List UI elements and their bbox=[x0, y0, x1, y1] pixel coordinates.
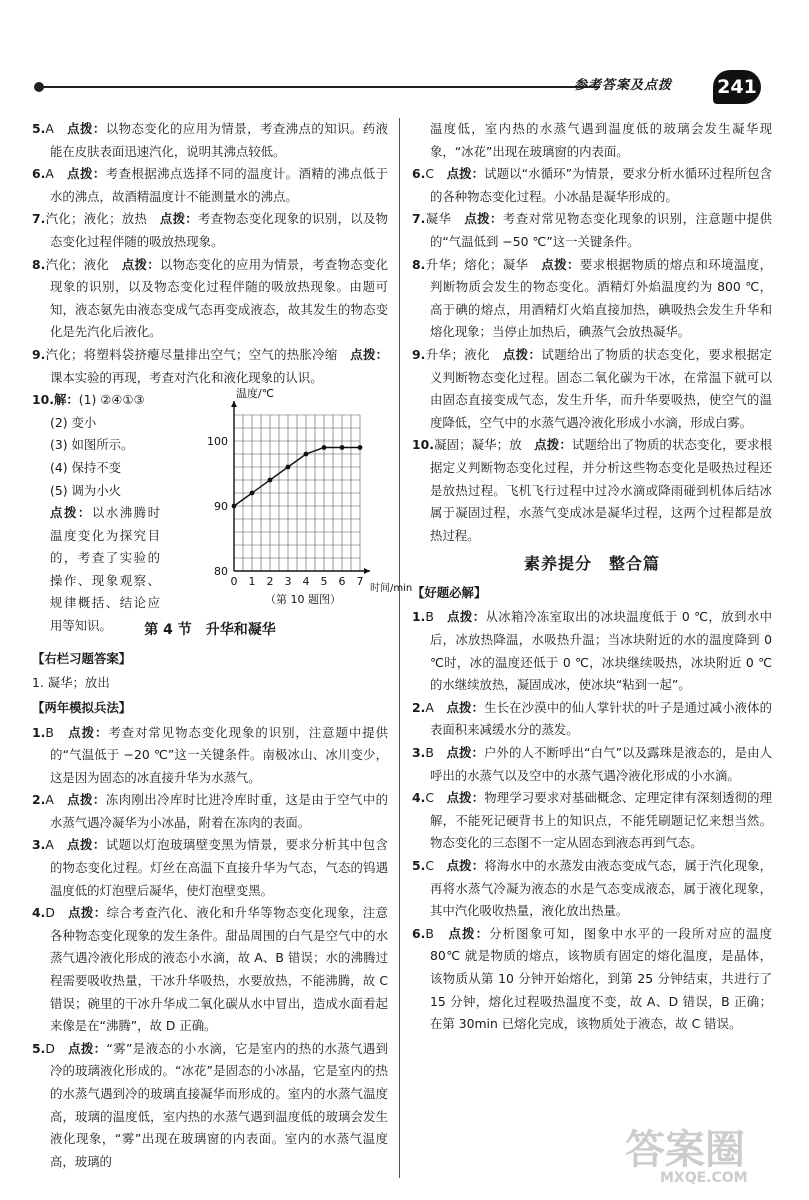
tip-text: 试题以“水循环”为情景，要求分析水循环过程所包含的各种物态变化过程。小冰晶是凝华形成的。 bbox=[430, 166, 773, 204]
answer-item bbox=[32, 834, 388, 902]
header-rule bbox=[40, 86, 600, 88]
spacer bbox=[434, 745, 447, 760]
tip-text: 要求根据物质的熔点和环境温度，判断物质会发生的物态变化。酒精灯外焰温度约为 800 ℃，高于碘的熔点，用酒精灯火焰直接加热，碘吸热会发生升华和熔化现象；当停止加热后，碘蒸气会放热凝华。 bbox=[430, 256, 773, 340]
spacer bbox=[490, 347, 503, 362]
tip-text: 试题给出了物质的状态变化，要求根据定义判断物态变化过程。固态二氧化碳为干冰，在常温下就可以由固态直接变成气态，发生升华，而升华要吸热，使空气的温度降低，空气中的水蒸气遇冷液化形成小水滴，形成白雾。 bbox=[430, 346, 773, 430]
tip-colon: ： bbox=[472, 609, 486, 625]
data-point bbox=[232, 504, 237, 509]
tip-text: 以物态变化的应用为情景，考查物态变化现象的识别，以及物态变化过程伴随的吸放热现象。由题可知，液态氨先由液态变成气态再变成液态，故其发生的物态变化是先汽化后液化。 bbox=[50, 256, 389, 340]
y-axis-label: 温度/℃ bbox=[236, 387, 275, 401]
watermark-url: MXQE.COM bbox=[660, 1170, 748, 1186]
x-tick-label: 3 bbox=[284, 575, 292, 589]
data-point bbox=[358, 445, 363, 450]
answer-number: 4. bbox=[412, 790, 426, 806]
answer-value: C bbox=[425, 166, 434, 182]
answer-value: 汽化；液化 bbox=[45, 256, 110, 272]
tip-text: 生长在沙漠中的仙人掌针状的叶子是通过减小液体的表面积来减缓水分的蒸发。 bbox=[430, 699, 773, 738]
answer-number: 6. bbox=[412, 166, 426, 182]
answer-number: 9. bbox=[32, 346, 46, 362]
tip-colon: ： bbox=[92, 792, 106, 808]
tip-label: 点拨 bbox=[502, 346, 529, 362]
answer-value: A bbox=[425, 699, 434, 715]
section-title-integrated: 素养提分 整合篇 bbox=[523, 554, 660, 574]
answer-item bbox=[32, 118, 388, 163]
tip-text: 试题给出了物质的状态变化，要求根据定义判断物态变化过程，并分析这些物态变化是吸热过程还是放热过程。飞机飞行过程中过冷水滴或降雨碰到机体后结冰属于凝固过程，水蒸气变成冰是凝华过程，这两个过程都是放热过程。 bbox=[430, 437, 773, 543]
spacer bbox=[55, 905, 68, 920]
header-rule-dot bbox=[34, 82, 44, 92]
header-title: 参考答案及点拨 bbox=[574, 78, 673, 93]
spacer bbox=[451, 211, 464, 226]
answer-item bbox=[412, 606, 772, 696]
tip-text: 户外的人不断呼出“白气”以及露珠是液态的，是由人呼出的水蒸气以及空中的水蒸气遇冷液化形成的小水滴。 bbox=[430, 745, 773, 783]
tip-colon: ： bbox=[92, 837, 106, 853]
answer-value: B bbox=[425, 609, 434, 625]
answer-item bbox=[32, 163, 388, 208]
answer-number: 5. bbox=[412, 858, 426, 873]
answer-number: 6. bbox=[32, 166, 46, 182]
data-point bbox=[286, 465, 291, 470]
answer-number: 10. bbox=[412, 437, 434, 453]
tip-colon: ： bbox=[92, 121, 106, 136]
answer-value: D bbox=[45, 905, 55, 921]
tip-colon: ： bbox=[93, 905, 107, 921]
answer-number: 5. bbox=[32, 121, 46, 136]
tip-colon: ： bbox=[471, 858, 485, 873]
right-col-answer: 1. 凝华；放出 bbox=[32, 675, 110, 691]
answer-value: 升华；液化 bbox=[425, 346, 490, 362]
tip-text: 冻肉刚出冷库时比进冷库时重，这是由于空气中的水蒸气遇冷凝华为小冰晶，附着在冻肉的表面。 bbox=[50, 792, 389, 830]
tip-label: 点拨 bbox=[67, 837, 93, 853]
answer-value: 凝华 bbox=[425, 211, 452, 227]
spacer bbox=[54, 121, 67, 136]
y-tick-label: 90 bbox=[214, 500, 228, 514]
answer-number: 4. bbox=[32, 905, 46, 921]
spacer bbox=[434, 609, 447, 624]
y-tick-label: 80 bbox=[214, 565, 228, 579]
spacer bbox=[434, 858, 447, 873]
q10-line: (1) ②④①③ bbox=[78, 392, 145, 408]
answer-value: A bbox=[45, 166, 54, 182]
tip-label: 点拨 bbox=[446, 790, 472, 806]
watermark-logo: 答案圈 bbox=[625, 1127, 745, 1173]
x-axis-label: 时间/min bbox=[370, 583, 413, 595]
tip-text: 考查对常见物态变化现象的识别，注意题中提供的“气温低于 −20 ℃”这一关键条件。南极冰山、冰川变少，这是因为固态的冰直接升华为水蒸气。 bbox=[50, 724, 389, 785]
answer-number: 2. bbox=[32, 792, 46, 808]
answer-number: 7. bbox=[32, 211, 46, 227]
bracket-heading: 【好题必解】 bbox=[412, 584, 487, 600]
tip-text: 考查对常见物态变化现象的识别，注意题中提供的“气温低到 −50 ℃”这一关键条件。 bbox=[430, 211, 773, 249]
answer-value: 汽化；将塑料袋挤瘪尽量排出空气；空气的热胀冷缩 bbox=[45, 346, 338, 362]
tip-label: 点拨 bbox=[446, 699, 472, 715]
tip-text: 课本实验的再现，考查对汽化和液化现象的认识。 bbox=[50, 369, 323, 385]
spacer bbox=[434, 790, 447, 805]
tip-label: 点拨 bbox=[446, 858, 472, 873]
tip-label: 点拨 bbox=[121, 256, 148, 272]
tip-colon: ： bbox=[94, 724, 109, 740]
column-divider bbox=[399, 118, 400, 1178]
tip-label: 点拨 bbox=[447, 609, 473, 625]
q10-line: (4) 保持不变 bbox=[50, 459, 122, 475]
spacer bbox=[529, 257, 542, 272]
answer-value: C bbox=[425, 858, 434, 873]
continuation-text: 温度低，室内热的水蒸气遇到温度低的玻璃会发生凝华现象，“冰花”出现在玻璃窗的内表面。 bbox=[430, 121, 772, 159]
answer-number: 9. bbox=[412, 346, 426, 362]
answer-item bbox=[32, 722, 388, 790]
x-tick-label: 7 bbox=[356, 575, 364, 589]
right-bottom-answers bbox=[412, 606, 772, 1035]
tip-colon: ： bbox=[92, 166, 106, 182]
tip-colon: ： bbox=[490, 211, 503, 227]
q10-num: 10. bbox=[32, 392, 54, 408]
data-point bbox=[268, 478, 273, 483]
x-tick-label: 4 bbox=[302, 575, 310, 589]
left-column bbox=[32, 118, 413, 1173]
tip-colon: ： bbox=[375, 346, 389, 362]
answer-item bbox=[412, 208, 772, 253]
x-axis-arrow bbox=[364, 568, 370, 574]
tip-label: 点拨 bbox=[68, 1040, 94, 1056]
answer-item bbox=[32, 1038, 388, 1174]
tip-text: 综合考查汽化、液化和升华等物态变化现象，注意各种物态变化现象的发生条件。甜品周围的白气是空气中的水蒸气遇冷液化形成的液态小水滴，故 A、B 错误；水的沸腾过程需要吸收热量，干冰升华吸热，水要放热，不能沸腾，故 C 错误；碗里的干冰升华成二氧化碳从水中冒出，造成水面看起来像是在“沸腾”，故 D 正确。 bbox=[50, 905, 389, 1034]
bracket-heading: 【右栏习题答案】 bbox=[32, 650, 132, 666]
tip-label: 点拨 bbox=[68, 905, 94, 921]
spacer bbox=[54, 837, 67, 852]
answer-number: 5. bbox=[32, 1040, 46, 1056]
spacer bbox=[55, 1041, 68, 1056]
q10-line: (3) 如图所示。 bbox=[50, 437, 134, 453]
answer-value: A bbox=[45, 837, 54, 853]
answer-item bbox=[32, 789, 388, 834]
answer-item bbox=[412, 163, 772, 208]
answer-item bbox=[32, 344, 388, 389]
tip-label: 点拨 bbox=[446, 166, 472, 182]
y-axis-arrow bbox=[231, 401, 237, 407]
tip-colon: ： bbox=[185, 211, 198, 227]
data-point bbox=[304, 452, 309, 457]
x-tick-label: 2 bbox=[266, 575, 274, 589]
tip-label: 点拨 bbox=[448, 925, 476, 941]
right-column bbox=[412, 118, 772, 1036]
page-header bbox=[0, 70, 809, 110]
tip-label: 点拨 bbox=[446, 745, 472, 761]
spacer bbox=[54, 792, 67, 807]
spacer bbox=[147, 211, 160, 226]
tip-label: 点拨 bbox=[534, 437, 560, 453]
tip-colon: ： bbox=[471, 745, 485, 761]
tip-label: 点拨 bbox=[350, 346, 376, 362]
answer-number: 8. bbox=[412, 256, 426, 272]
answer-number: 3. bbox=[32, 837, 46, 853]
tip-label: 点拨 bbox=[464, 211, 491, 227]
y-tick-label: 100 bbox=[207, 435, 228, 449]
answer-value: B bbox=[45, 724, 54, 740]
tip-text: 考查物态变化现象的识别，以及物态变化过程伴随的吸放热现象。 bbox=[50, 211, 389, 249]
answer-item bbox=[32, 902, 388, 1038]
q10-line: (5) 调为小火 bbox=[50, 482, 122, 498]
bracket-heading: 【两年模拟兵法】 bbox=[32, 699, 132, 715]
q10-line: (2) 变小 bbox=[50, 414, 97, 430]
answer-item bbox=[412, 697, 772, 742]
x-tick-label: 1 bbox=[248, 575, 256, 589]
answer-item bbox=[412, 254, 772, 344]
answer-value: A bbox=[45, 792, 54, 808]
spacer bbox=[434, 926, 449, 941]
answer-item bbox=[412, 787, 772, 855]
tip-label: 点拨 bbox=[67, 166, 93, 182]
chart-caption: （第 10 题图） bbox=[265, 593, 341, 607]
answer-item bbox=[412, 344, 772, 434]
spacer bbox=[434, 700, 447, 715]
q10-lines bbox=[32, 389, 202, 638]
tip-text: “雾”是液态的小水滴，它是室内的热的水蒸气遇到冷的玻璃液化形成的。“冰花”是固态的小冰晶，它是室内的热的水蒸气遇到冷的玻璃直接凝华而形成的。室内的水蒸气温度高，玻璃的温度低，室内热的水蒸气遇到温度低的玻璃会发生液化现象，“雾”出现在玻璃窗的内表面。室内的水蒸气温度高，玻璃的 bbox=[50, 1040, 389, 1169]
tip-text: 从冰箱冷冻室取出的冰块温度低于 0 ℃，放到水中后，冰放热降温，水吸热升温；当冰块附近的水的温度降到 0 ℃时，冰的温度还低于 0 ℃，冰块继续吸热，冰块附近 0 ℃的水继续放热，凝固成冰，使冰块“粘到一起”。 bbox=[430, 609, 773, 693]
spacer bbox=[54, 725, 68, 740]
tip-text: 考查根据沸点选择不同的温度计。酒精的沸点低于水的沸点，故酒精温度计不能测量水的沸点。 bbox=[50, 166, 389, 204]
spacer bbox=[522, 437, 535, 452]
tip-label: 点拨 bbox=[67, 792, 93, 808]
x-tick-label: 5 bbox=[320, 575, 328, 589]
temperature-chart bbox=[192, 387, 413, 615]
q10-text: 以水沸腾时温度变化为探究目的，考查了实验的操作、现象观察、规律概括、结论应用等知识。 bbox=[50, 505, 161, 634]
answer-value: A bbox=[45, 121, 54, 136]
tip-colon: ： bbox=[528, 346, 542, 362]
tip-text: 物理学习要求对基础概念、定理定律有深刻透彻的理解，不能死记硬背书上的知识点，不能凭刷题记忆来想当然。物态变化的三态图不一定从固态到液态再到气态。 bbox=[430, 790, 773, 851]
answer-number: 2. bbox=[412, 699, 426, 715]
right-top-answers bbox=[412, 163, 772, 547]
data-point bbox=[340, 445, 345, 450]
answer-number: 8. bbox=[32, 256, 46, 272]
tip-colon: ： bbox=[147, 256, 160, 272]
x-tick-label: 6 bbox=[338, 575, 346, 589]
q10-colon: ： bbox=[77, 505, 92, 521]
section-title: 第 4 节 升华和凝华 bbox=[144, 622, 276, 639]
answer-number: 3. bbox=[412, 745, 426, 761]
tip-label: 点拨 bbox=[159, 211, 186, 227]
tip-text: 以物态变化的应用为情景，考查沸点的知识。药液能在皮肤表面迅速汽化，说明其沸点较低。 bbox=[50, 121, 389, 159]
tip-colon: ： bbox=[93, 1040, 107, 1056]
spacer bbox=[109, 257, 122, 272]
tip-colon: ： bbox=[471, 699, 485, 715]
q10-lead: 解： bbox=[53, 392, 79, 408]
tip-colon: ： bbox=[471, 790, 485, 806]
left-top-answers bbox=[32, 118, 388, 389]
answer-item bbox=[32, 208, 388, 253]
tip-colon: ： bbox=[567, 256, 580, 272]
x-tick-label: 0 bbox=[230, 575, 238, 589]
answer-value: 凝固；凝华；放 bbox=[433, 437, 522, 453]
answer-item bbox=[412, 923, 772, 1036]
left-bottom-answers bbox=[32, 722, 388, 1174]
q10-explanation bbox=[32, 502, 160, 638]
answer-item bbox=[412, 742, 772, 787]
tip-text: 试题以灯泡玻璃壁变黑为情景，要求分析其中包含的物态变化过程。灯丝在高温下直接升华为气态，气态的钨遇温度低的灯泡壁后凝华，使灯泡壁变黑。 bbox=[50, 837, 389, 898]
answer-value: 升华；熔化；凝华 bbox=[425, 256, 529, 272]
answer-number: 7. bbox=[412, 211, 426, 227]
answer-number: 6. bbox=[412, 925, 426, 941]
spacer bbox=[434, 166, 447, 181]
data-point bbox=[250, 491, 255, 496]
spacer bbox=[338, 347, 351, 362]
answer-value: B bbox=[425, 745, 434, 761]
tip-text: 将海水中的水蒸发由液态变成气态，属于汽化现象，再将水蒸气冷凝为液态的水是气态变成液态，属于液化现象，其中汽化吸收热量，液化放出热量。 bbox=[430, 858, 773, 919]
tip-colon: ： bbox=[559, 437, 572, 453]
answer-item bbox=[412, 434, 772, 547]
tip-colon: ： bbox=[475, 925, 490, 941]
tip-label: 点拨 bbox=[541, 256, 568, 272]
spacer bbox=[54, 166, 67, 181]
tip-label: 点拨 bbox=[68, 724, 95, 740]
answer-item bbox=[412, 855, 772, 923]
tip-text: 分析图象可知，图象中水平的一段所对应的温度 80℃ 就是物质的熔点，该物质有固定的熔化温度，是晶体，该物质从第 10 分钟开始熔化，到第 25 分钟结束，共进行了 15 分钟，熔化过程吸热温度不变，故 A、D 错误，B 正确；在第 30min 已熔化完成，该物质处于液态，故 C 错误。 bbox=[430, 925, 773, 1032]
data-point bbox=[322, 445, 327, 450]
answer-value: C bbox=[425, 790, 434, 806]
tip-label: 点拨 bbox=[67, 121, 93, 136]
answer-value: B bbox=[425, 925, 434, 941]
answer-number: 1. bbox=[412, 609, 426, 625]
q10-tag: 点拨 bbox=[50, 505, 78, 521]
answer-number: 1. bbox=[32, 724, 46, 740]
tip-colon: ： bbox=[471, 166, 485, 182]
answer-value: 汽化；液化；放热 bbox=[45, 211, 148, 227]
page-number: 241 bbox=[713, 70, 761, 104]
answer-value: D bbox=[45, 1040, 55, 1056]
answer-item bbox=[32, 254, 388, 344]
